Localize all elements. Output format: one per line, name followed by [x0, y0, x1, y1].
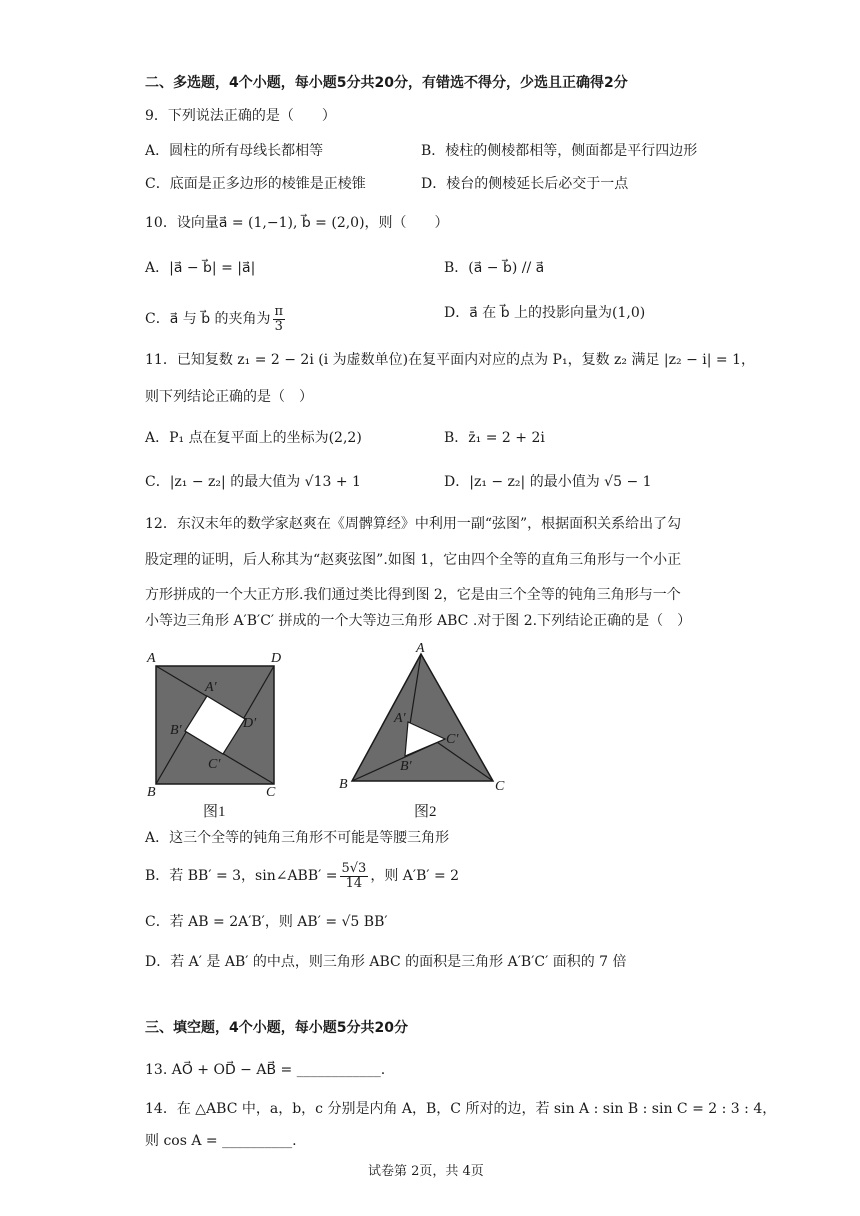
question-11-stem-line1: 11．已知复数 z₁ = 2 − 2i (i 为虚数单位)在复平面内对应的点为 P₁，复数 z₂ 满足 |z₂ − i| = 1，	[145, 352, 755, 368]
figure-1-label-a-prime: A′	[205, 680, 217, 695]
fraction-numerator: 5√3	[341, 860, 367, 876]
question-12-option-c: C．若 AB = 2A′B′，则 AB′ = √5 BB′	[145, 914, 388, 930]
question-9-stem: 9．下列说法正确的是（ ）	[145, 108, 336, 124]
figure-1-label-a: A	[147, 651, 156, 666]
question-9-option-c: C．底面是正多边形的棱锥是正棱锥	[145, 176, 366, 192]
fraction-denominator: 14	[345, 875, 363, 891]
question-11-option-a: A．P₁ 点在复平面上的坐标为(2,2)	[145, 430, 362, 446]
question-12-option-a: A．这三个全等的钝角三角形不可能是等腰三角形	[145, 830, 450, 846]
figure-2-label-b-prime: B′	[400, 759, 412, 774]
question-12-option-b-suffix: ，则 A′B′ = 2	[370, 868, 460, 884]
question-11-stem-line2: 则下列结论正确的是（ ）	[145, 389, 313, 405]
figure-1-label-d: D	[271, 651, 282, 666]
question-12-option-b-prefix: B．若 BB′ = 3，sin∠ABB′ =	[145, 868, 338, 884]
question-12-option-b	[145, 858, 459, 894]
figure-2-label-b: B	[339, 777, 348, 792]
figure-2-outer-triangle	[352, 654, 493, 781]
question-14-line2: 则 cos A = __________.	[145, 1133, 297, 1149]
figure-2-label-c-prime: C′	[446, 732, 459, 747]
question-10-option-c	[145, 301, 287, 337]
figure-1	[146, 651, 281, 820]
figure-2	[339, 641, 505, 820]
question-12-line2: 股定理的证明，后人称其为“赵爽弦图”.如图 1，它由四个全等的直角三角形与一个小正	[145, 552, 682, 568]
question-12-line1: 12．东汉末年的数学家赵爽在《周髀算经》中利用一副“弦图”，根据面积关系给出了勾	[145, 516, 682, 532]
question-10-option-d: D．a⃗ 在 b⃗ 上的投影向量为(1,0)	[444, 305, 646, 321]
figure-2-label-a: A	[416, 641, 425, 656]
figure-2-label-a-prime: A′	[394, 711, 406, 726]
question-12-option-d: D．若 A′ 是 AB′ 的中点，则三角形 ABC 的面积是三角形 A′B′C′ 面积的 7 倍	[145, 954, 627, 970]
figure-1-label-c-prime: C′	[208, 757, 221, 772]
question-12-line3: 方形拼成的一个大正方形.我们通过类比得到图 2，它是由三个全等的钝角三角形与一个	[145, 587, 681, 603]
fraction-denominator: 3	[274, 318, 283, 334]
question-13: 13. AO⃗ + OD⃗ − AB⃗ = ____________.	[145, 1062, 386, 1078]
figure-1-label-b-prime: B′	[170, 723, 182, 738]
page-footer: 试卷第 2页，共 4页	[368, 1164, 484, 1179]
question-11-option-c: C．|z₁ − z₂| 的最大值为 √13 + 1	[145, 474, 361, 490]
figure-1-label-c: C	[266, 785, 276, 800]
figure-1-label-d-prime: D′	[243, 716, 257, 731]
question-14-line1: 14．在 △ABC 中，a，b，c 分别是内角 A，B，C 所对的边，若 sin A : sin B : sin C = 2 : 3 : 4，	[145, 1101, 777, 1117]
figure-1-label-b: B	[147, 785, 156, 800]
figure-2-label-c: C	[495, 779, 505, 794]
fraction-5root3-over-14	[340, 862, 369, 891]
question-10-option-a: A．|a⃗ − b⃗| = |a⃗|	[145, 260, 256, 276]
question-10-option-b: B．(a⃗ − b⃗) // a⃗	[444, 260, 545, 276]
question-9-option-a: A．圆柱的所有母线长都相等	[145, 143, 324, 159]
zhao-shuang-figures	[140, 638, 520, 823]
question-11-option-d: D．|z₁ − z₂| 的最小值为 √5 − 1	[444, 474, 652, 490]
question-9-option-d: D．棱台的侧棱延长后必交于一点	[421, 176, 629, 192]
figure-2-caption: 图2	[414, 804, 437, 820]
fraction-pi-over-3	[273, 305, 286, 334]
section-heading-multiple-choice: 二、多选题，4个小题，每小题5分共20分，有错选不得分，少选且正确得2分	[145, 75, 628, 91]
fraction-numerator: π	[274, 303, 284, 319]
section-heading-fill-in: 三、填空题，4个小题，每小题5分共20分	[145, 1020, 408, 1036]
question-12-line4: 小等边三角形 A′B′C′ 拼成的一个大等边三角形 ABC .对于图 2.下列结论正确的是（ ）	[145, 613, 692, 629]
question-10-stem: 10．设向量a⃗ = (1,−1), b⃗ = (2,0)，则（ ）	[145, 215, 449, 231]
question-9-option-b: B．棱柱的侧棱都相等，侧面都是平行四边形	[421, 143, 698, 159]
question-11-option-b: B．z̄₁ = 2 + 2i	[444, 430, 545, 446]
figure-1-caption: 图1	[203, 804, 226, 820]
question-10-option-c-text: C．a⃗ 与 b⃗ 的夹角为	[145, 311, 271, 327]
